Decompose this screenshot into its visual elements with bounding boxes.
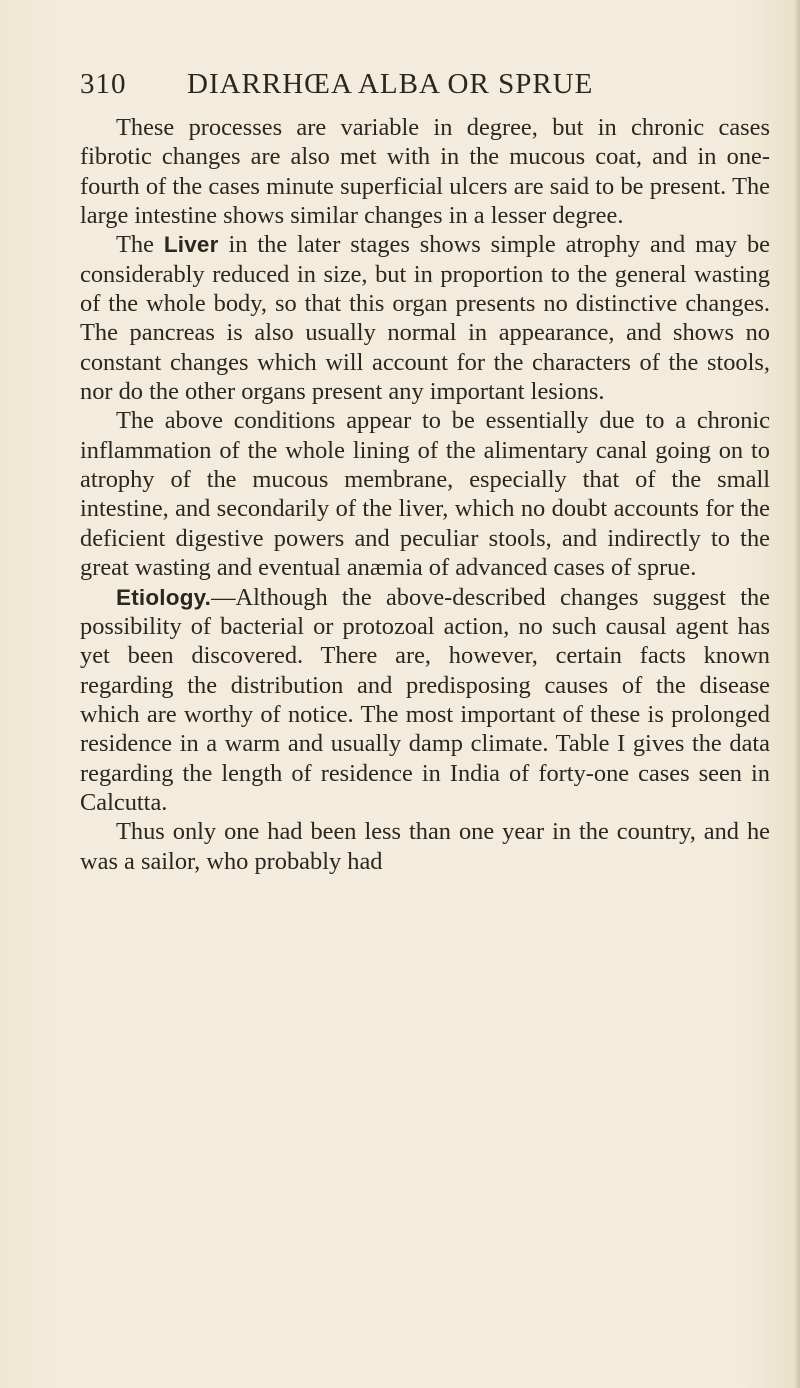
paragraph-text: Thus only one had been less than one year in the country, and he was a sailor, who probably had [80, 818, 770, 875]
page-number: 310 [80, 68, 127, 100]
paragraph-liver [80, 230, 770, 406]
paragraph-text: —Although the above-described changes suggest the possibility of bacterial or protozoal action, no such causal agent has yet been discovered. There are, however, certain facts known regarding the distribution and predisposing causes of the disease which are worthy of notice. The most important of these is prolonged residence in a warm and usually damp climate. Table I gives the data regarding the length of residence in India of forty-one cases seen in Calcutta. [80, 583, 770, 816]
liver-heading: Liver [163, 232, 219, 258]
paragraph-etiology [80, 583, 770, 818]
body-text [80, 113, 770, 876]
paragraph-text-before: The [116, 231, 164, 259]
paragraph-text: The above conditions appear to be essentially due to a chronic inflammation of the whole lining of the alimentary canal going on to atrophy of the mucous membrane, especially that of the small intestine, and secondarily of the liver, which no doubt accounts for the deficient digestive powers and peculiar stools, and indirectly to the great wasting and eventual anæmia of advanced cases of sprue. [80, 407, 770, 582]
running-head: DIARRHŒA ALBA OR SPRUE [187, 68, 594, 100]
paragraph-residence [80, 817, 770, 876]
page-edge-shadow [794, 0, 800, 1388]
paragraph-conditions [80, 406, 770, 582]
etiology-heading: Etiology. [116, 584, 212, 610]
page-header [80, 68, 760, 112]
paragraph-text: These processes are variable in degree, but in chronic cases fibrotic changes are also met with in the mucous coat, and in one-fourth of the cases minute superficial ulcers are said to be present. The large intestine shows similar changes in a lesser degree. [80, 114, 770, 230]
paragraph-text-after: in the later stages shows simple atrophy and may be considerably reduced in size, but in proportion to the general wasting of the whole body, so that this organ presents no distinctive changes. The pancreas is also usually normal in appearance, and shows no constant changes which will account for the characters of the stools, nor do the other organs present any important lesions. [80, 231, 770, 406]
paragraph-pathology-intestine [80, 113, 770, 230]
